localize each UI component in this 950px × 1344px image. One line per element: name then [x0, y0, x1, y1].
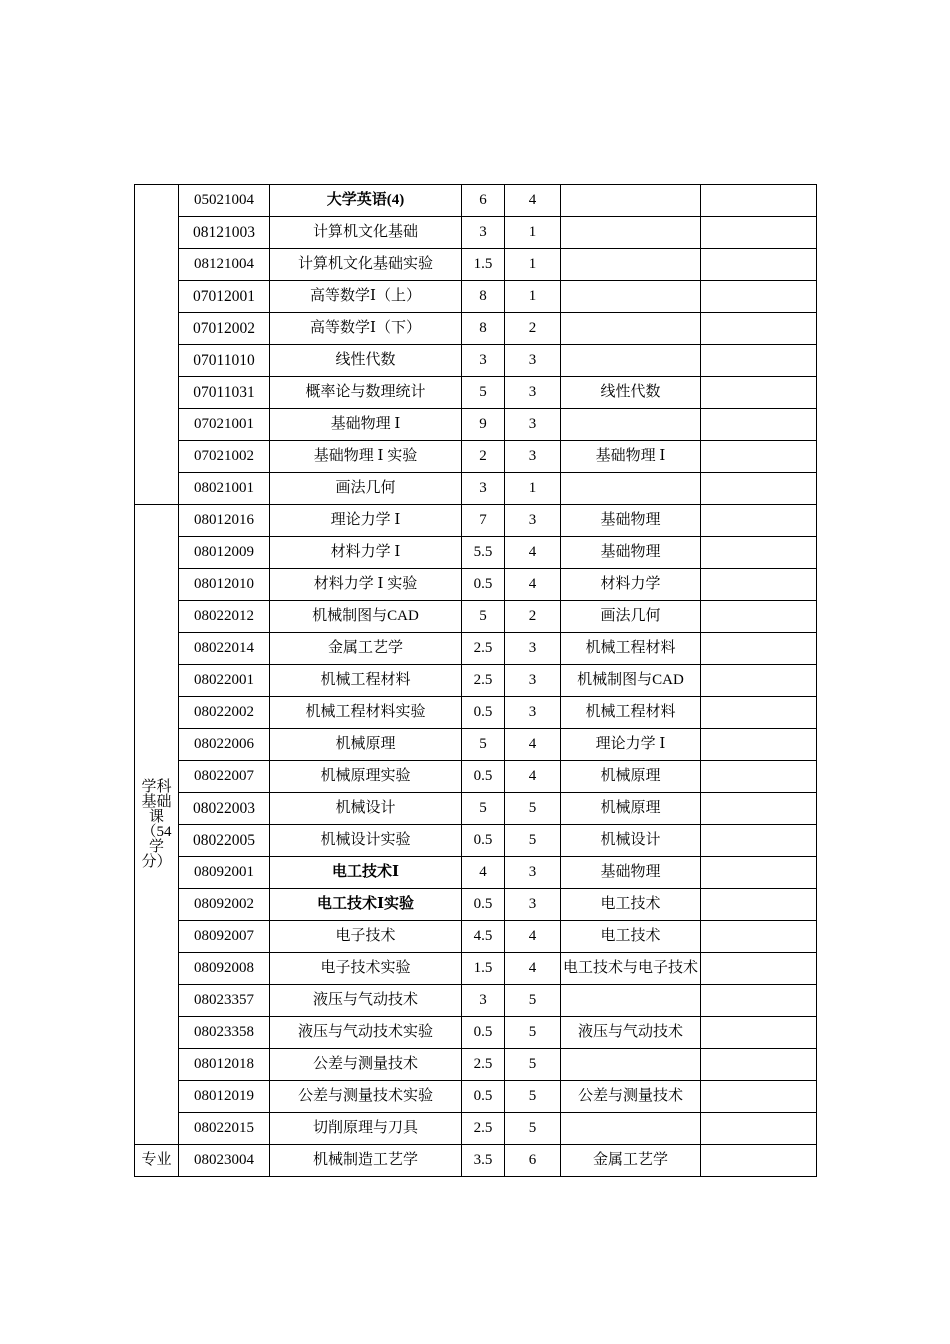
course-code: 08012009	[179, 537, 270, 569]
course-prereq: 画法几何	[561, 601, 701, 633]
table-row	[135, 505, 817, 537]
course-credits: 5	[462, 601, 505, 633]
course-name: 基础物理 Ⅰ 实验	[270, 441, 462, 473]
category-cell	[135, 505, 179, 1145]
table-row	[135, 409, 817, 441]
course-credits: 2.5	[462, 1049, 505, 1081]
course-prereq	[561, 217, 701, 249]
table-row	[135, 249, 817, 281]
course-code: 07011031	[179, 377, 270, 409]
course-credits: 5	[462, 729, 505, 761]
table-row	[135, 761, 817, 793]
course-prereq: 基础物理	[561, 505, 701, 537]
course-semester: 3	[505, 345, 561, 377]
course-name: 材料力学 Ⅰ 实验	[270, 569, 462, 601]
course-name: 理论力学 Ⅰ	[270, 505, 462, 537]
course-semester: 4	[505, 729, 561, 761]
course-semester: 3	[505, 889, 561, 921]
course-code: 08092008	[179, 953, 270, 985]
course-semester: 4	[505, 537, 561, 569]
course-semester: 5	[505, 1113, 561, 1145]
table-row	[135, 473, 817, 505]
course-code: 07021001	[179, 409, 270, 441]
course-credits: 0.5	[462, 1017, 505, 1049]
table-row	[135, 953, 817, 985]
course-semester: 2	[505, 313, 561, 345]
course-code: 08023357	[179, 985, 270, 1017]
course-semester: 4	[505, 185, 561, 217]
course-prereq: 电工技术	[561, 921, 701, 953]
course-prereq	[561, 1049, 701, 1081]
course-note	[701, 409, 817, 441]
course-code: 08012018	[179, 1049, 270, 1081]
course-code: 08022001	[179, 665, 270, 697]
course-semester: 3	[505, 377, 561, 409]
course-note	[701, 185, 817, 217]
course-name: 高等数学Ⅰ（上）	[270, 281, 462, 313]
course-prereq: 材料力学	[561, 569, 701, 601]
course-credits: 3	[462, 345, 505, 377]
course-credits: 4	[462, 857, 505, 889]
course-note	[701, 761, 817, 793]
course-name: 切削原理与刀具	[270, 1113, 462, 1145]
course-note	[701, 313, 817, 345]
course-prereq: 机械原理	[561, 793, 701, 825]
course-name: 机械制图与CAD	[270, 601, 462, 633]
course-semester: 5	[505, 1017, 561, 1049]
course-note	[701, 921, 817, 953]
course-prereq	[561, 1113, 701, 1145]
course-note	[701, 217, 817, 249]
course-credits: 5	[462, 793, 505, 825]
table-row	[135, 377, 817, 409]
course-note	[701, 441, 817, 473]
course-credits: 0.5	[462, 761, 505, 793]
course-note	[701, 601, 817, 633]
course-note	[701, 665, 817, 697]
table-row	[135, 217, 817, 249]
course-code: 08092007	[179, 921, 270, 953]
course-name: 计算机文化基础实验	[270, 249, 462, 281]
course-code: 07012001	[179, 281, 270, 313]
course-name: 公差与测量技术	[270, 1049, 462, 1081]
course-note	[701, 345, 817, 377]
course-semester: 5	[505, 1049, 561, 1081]
table-row	[135, 857, 817, 889]
course-prereq	[561, 409, 701, 441]
course-code: 08121003	[179, 217, 270, 249]
course-name: 画法几何	[270, 473, 462, 505]
course-code: 08022006	[179, 729, 270, 761]
course-prereq	[561, 345, 701, 377]
course-semester: 4	[505, 921, 561, 953]
course-semester: 5	[505, 985, 561, 1017]
course-code: 05021004	[179, 185, 270, 217]
course-prereq: 机械工程材料	[561, 633, 701, 665]
course-credits: 7	[462, 505, 505, 537]
course-name: 机械设计	[270, 793, 462, 825]
course-code: 08022003	[179, 793, 270, 825]
course-semester: 6	[505, 1145, 561, 1177]
table-row	[135, 665, 817, 697]
course-prereq: 液压与气动技术	[561, 1017, 701, 1049]
course-code: 08021001	[179, 473, 270, 505]
course-prereq	[561, 985, 701, 1017]
course-code: 08022014	[179, 633, 270, 665]
table-row	[135, 729, 817, 761]
table-row	[135, 281, 817, 313]
course-note	[701, 1113, 817, 1145]
course-code: 07011010	[179, 345, 270, 377]
course-name: 金属工艺学	[270, 633, 462, 665]
course-semester: 1	[505, 249, 561, 281]
course-note	[701, 473, 817, 505]
course-code: 08022015	[179, 1113, 270, 1145]
course-note	[701, 857, 817, 889]
course-code: 07021002	[179, 441, 270, 473]
course-credits: 1.5	[462, 953, 505, 985]
table-row	[135, 793, 817, 825]
course-semester: 3	[505, 633, 561, 665]
course-note	[701, 505, 817, 537]
course-note	[701, 1081, 817, 1113]
course-code: 08022007	[179, 761, 270, 793]
course-semester: 4	[505, 569, 561, 601]
course-semester: 1	[505, 281, 561, 313]
course-prereq	[561, 185, 701, 217]
table-row	[135, 1017, 817, 1049]
table-row	[135, 537, 817, 569]
table-row	[135, 441, 817, 473]
course-name: 电子技术实验	[270, 953, 462, 985]
table-row	[135, 697, 817, 729]
course-name: 机械原理	[270, 729, 462, 761]
table-row	[135, 569, 817, 601]
course-note	[701, 377, 817, 409]
table-row	[135, 313, 817, 345]
course-name: 高等数学Ⅰ（下）	[270, 313, 462, 345]
course-semester: 5	[505, 1081, 561, 1113]
course-semester: 3	[505, 409, 561, 441]
table-row	[135, 1081, 817, 1113]
course-prereq: 金属工艺学	[561, 1145, 701, 1177]
course-credits: 1.5	[462, 249, 505, 281]
course-name: 机械制造工艺学	[270, 1145, 462, 1177]
course-credits: 5	[462, 377, 505, 409]
course-credits: 9	[462, 409, 505, 441]
course-note	[701, 729, 817, 761]
course-semester: 3	[505, 665, 561, 697]
course-semester: 4	[505, 761, 561, 793]
course-code: 08022002	[179, 697, 270, 729]
course-prereq: 基础物理	[561, 857, 701, 889]
course-name: 线性代数	[270, 345, 462, 377]
course-semester: 3	[505, 697, 561, 729]
course-credits: 3	[462, 985, 505, 1017]
course-prereq: 机械原理	[561, 761, 701, 793]
course-prereq	[561, 249, 701, 281]
course-semester: 4	[505, 953, 561, 985]
course-credits: 2.5	[462, 665, 505, 697]
course-name: 电工技术Ⅰ	[270, 857, 462, 889]
course-note	[701, 249, 817, 281]
course-credits: 6	[462, 185, 505, 217]
table-row	[135, 889, 817, 921]
course-note	[701, 985, 817, 1017]
course-prereq: 基础物理 Ⅰ	[561, 441, 701, 473]
course-note	[701, 281, 817, 313]
course-credits: 5.5	[462, 537, 505, 569]
table-row	[135, 185, 817, 217]
course-note	[701, 825, 817, 857]
course-name: 机械工程材料	[270, 665, 462, 697]
table-row	[135, 985, 817, 1017]
course-credits: 0.5	[462, 697, 505, 729]
table-row	[135, 921, 817, 953]
course-credits: 3.5	[462, 1145, 505, 1177]
course-semester: 1	[505, 217, 561, 249]
course-prereq: 线性代数	[561, 377, 701, 409]
course-prereq: 机械设计	[561, 825, 701, 857]
course-code: 08121004	[179, 249, 270, 281]
table-row	[135, 1049, 817, 1081]
course-note	[701, 1145, 817, 1177]
course-credits: 0.5	[462, 889, 505, 921]
course-note	[701, 889, 817, 921]
course-credits: 2	[462, 441, 505, 473]
course-code: 08092002	[179, 889, 270, 921]
course-name: 概率论与数理统计	[270, 377, 462, 409]
category-label: 学科基础课（54学分）	[141, 778, 172, 870]
course-code: 07012002	[179, 313, 270, 345]
course-name: 机械工程材料实验	[270, 697, 462, 729]
table-row	[135, 601, 817, 633]
course-prereq: 基础物理	[561, 537, 701, 569]
course-credits: 3	[462, 473, 505, 505]
course-name: 材料力学 Ⅰ	[270, 537, 462, 569]
course-name: 基础物理 Ⅰ	[270, 409, 462, 441]
course-name: 计算机文化基础	[270, 217, 462, 249]
course-credits: 0.5	[462, 569, 505, 601]
course-prereq: 公差与测量技术	[561, 1081, 701, 1113]
course-credits: 8	[462, 281, 505, 313]
course-note	[701, 537, 817, 569]
course-credits: 2.5	[462, 633, 505, 665]
table-row	[135, 1145, 817, 1177]
course-note	[701, 793, 817, 825]
course-prereq: 理论力学 Ⅰ	[561, 729, 701, 761]
course-name: 机械原理实验	[270, 761, 462, 793]
course-note	[701, 633, 817, 665]
course-name: 机械设计实验	[270, 825, 462, 857]
course-note	[701, 1017, 817, 1049]
course-code: 08012016	[179, 505, 270, 537]
course-note	[701, 953, 817, 985]
table-row	[135, 825, 817, 857]
course-name: 公差与测量技术实验	[270, 1081, 462, 1113]
category-cell: 专业	[135, 1145, 179, 1177]
course-note	[701, 569, 817, 601]
course-name: 液压与气动技术	[270, 985, 462, 1017]
course-prereq: 机械工程材料	[561, 697, 701, 729]
course-credits: 4.5	[462, 921, 505, 953]
course-semester: 3	[505, 441, 561, 473]
course-code: 08022012	[179, 601, 270, 633]
course-credits: 0.5	[462, 1081, 505, 1113]
course-code: 08012010	[179, 569, 270, 601]
course-semester: 2	[505, 601, 561, 633]
course-name: 大学英语(4)	[270, 185, 462, 217]
course-code: 08022005	[179, 825, 270, 857]
table-row	[135, 1113, 817, 1145]
course-prereq: 电工技术	[561, 889, 701, 921]
course-credits: 3	[462, 217, 505, 249]
course-semester: 5	[505, 793, 561, 825]
course-code: 08092001	[179, 857, 270, 889]
course-prereq	[561, 313, 701, 345]
course-semester: 1	[505, 473, 561, 505]
course-semester: 5	[505, 825, 561, 857]
course-name: 液压与气动技术实验	[270, 1017, 462, 1049]
course-code: 08023358	[179, 1017, 270, 1049]
course-credits: 0.5	[462, 825, 505, 857]
course-semester: 3	[505, 857, 561, 889]
course-credits: 2.5	[462, 1113, 505, 1145]
table-row	[135, 633, 817, 665]
course-table	[134, 184, 817, 1177]
course-semester: 3	[505, 505, 561, 537]
course-name: 电工技术Ⅰ实验	[270, 889, 462, 921]
course-prereq	[561, 473, 701, 505]
course-note	[701, 697, 817, 729]
course-prereq: 机械制图与CAD	[561, 665, 701, 697]
course-note	[701, 1049, 817, 1081]
course-prereq: 电工技术与电子技术	[561, 953, 701, 985]
course-code: 08012019	[179, 1081, 270, 1113]
course-code: 08023004	[179, 1145, 270, 1177]
table-row	[135, 345, 817, 377]
category-cell	[135, 185, 179, 505]
course-name: 电子技术	[270, 921, 462, 953]
course-prereq	[561, 281, 701, 313]
course-credits: 8	[462, 313, 505, 345]
